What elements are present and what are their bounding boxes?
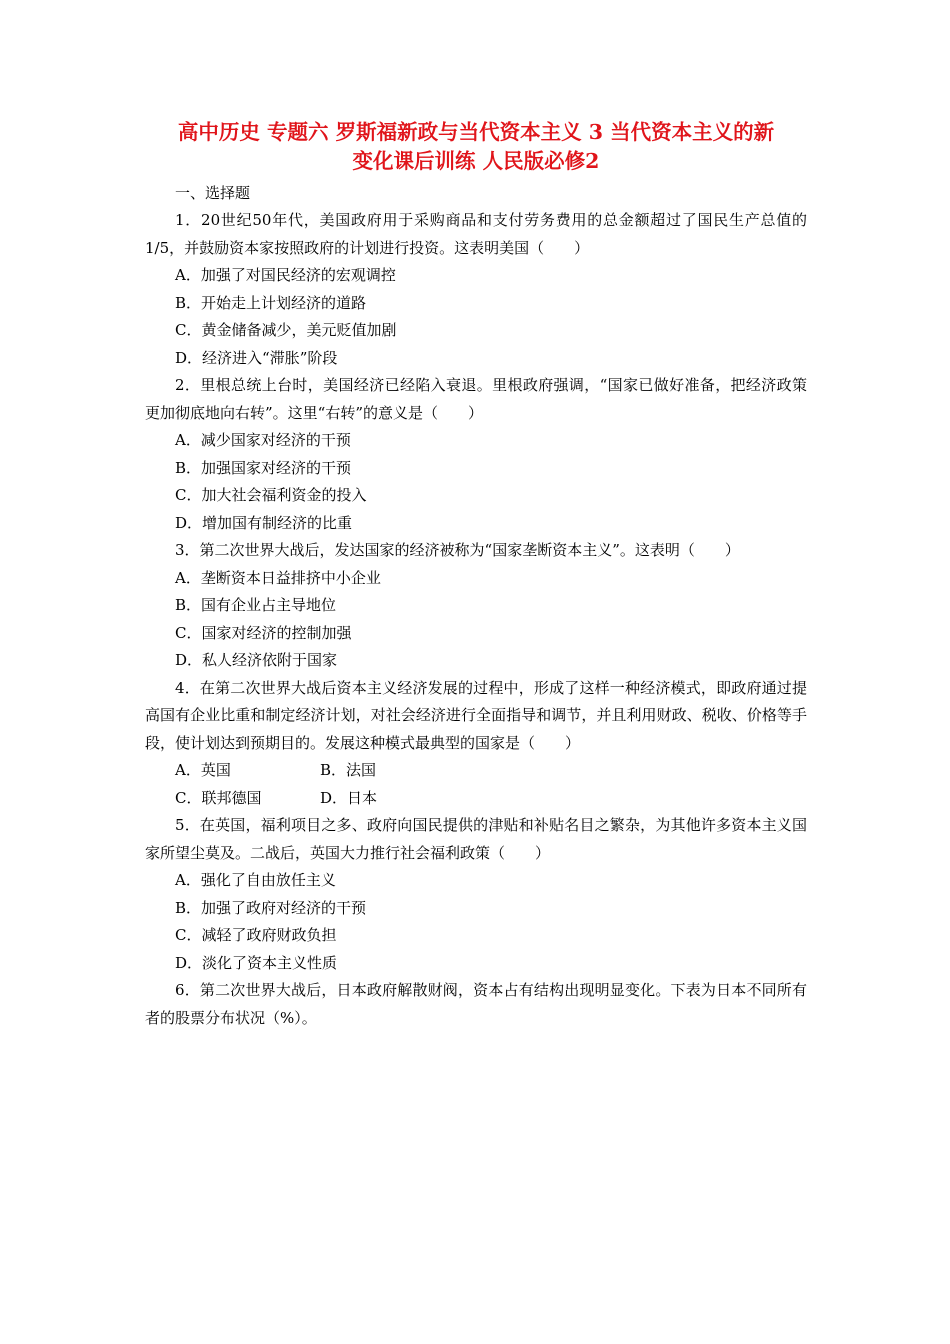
page-title — [145, 118, 807, 176]
option-c: C．减轻了政府财政负担 — [175, 926, 337, 944]
option-d: D．增加国有制经济的比重 — [175, 513, 353, 532]
option-d: D．淡化了资本主义性质 — [175, 953, 338, 972]
option-a: A．英国 — [175, 761, 231, 779]
question-stem: 3．第二次世界大战后，发达国家的经济被称为“国家垄断资本主义”。这表明（ ） — [175, 541, 740, 559]
option-b: B．法国 — [320, 761, 377, 779]
option-d: D．私人经济依附于国家 — [175, 651, 338, 669]
title-line-1: 高中历史 专题六 罗斯福新政与当代资本主义 3 当代资本主义的新 — [177, 120, 775, 144]
option-b: B．加强了政府对经济的干预 — [175, 898, 367, 917]
question-1 — [145, 207, 807, 372]
section-heading: 一、选择题 — [175, 184, 251, 202]
title-line-2: 变化课后训练 人民版必修2 — [352, 149, 600, 173]
option-d: D．经济进入“滞胀”阶段 — [175, 348, 338, 367]
option-a: A．加强了对国民经济的宏观调控 — [175, 266, 396, 284]
option-b: B．加强国家对经济的干预 — [175, 458, 352, 477]
option-b: B．开始走上计划经济的道路 — [175, 293, 367, 312]
document-page — [145, 118, 807, 1032]
question-stem: 1．20世纪50年代，美国政府用于采购商品和支付劳务费用的总金额超过了国民生产总值的1/5，并鼓励资本家按照政府的计划进行投资。这表明美国（ ） — [145, 211, 807, 257]
question-stem: 2．里根总统上台时，美国经济已经陷入衰退。里根政府强调，“国家已做好准备，把经济政策更加彻底地向右转”。这里“右转”的意义是（ ） — [145, 376, 807, 422]
option-a: A．垄断资本日益排挤中小企业 — [175, 568, 381, 587]
question-6 — [145, 977, 807, 1032]
question-stem: 5．在英国，福利项目之多、政府向国民提供的津贴和补贴名目之繁杂，为其他许多资本主义国家所望尘莫及。二战后，英国大力推行社会福利政策（ ） — [145, 816, 807, 862]
option-c: C．联邦德国 — [175, 788, 262, 807]
question-stem: 4．在第二次世界大战后资本主义经济发展的过程中，形成了这样一种经济模式，即政府通过提高国有企业比重和制定经济计划，对社会经济进行全面指导和调节，并且利用财政、税收、价格等手段，使计划达到预期目的。发展这种模式最典型的国家是（ ） — [145, 678, 807, 752]
question-5 — [145, 812, 807, 977]
option-c: C．黄金储备减少，美元贬值加剧 — [175, 321, 397, 339]
option-a: A．强化了自由放任主义 — [175, 871, 336, 889]
question-stem: 6．第二次世界大战后，日本政府解散财阀，资本占有结构出现明显变化。下表为日本不同所有者的股票分布状况（%）。 — [145, 981, 807, 1027]
question-2 — [145, 372, 807, 537]
option-a: A．减少国家对经济的干预 — [175, 431, 351, 449]
option-row — [145, 757, 807, 785]
option-d: D．日本 — [320, 788, 378, 807]
option-c: C．加大社会福利资金的投入 — [175, 486, 367, 504]
option-row — [145, 785, 807, 813]
question-3 — [145, 537, 807, 675]
option-c: C．国家对经济的控制加强 — [175, 623, 352, 642]
question-4 — [145, 675, 807, 813]
option-b: B．国有企业占主导地位 — [175, 596, 337, 614]
